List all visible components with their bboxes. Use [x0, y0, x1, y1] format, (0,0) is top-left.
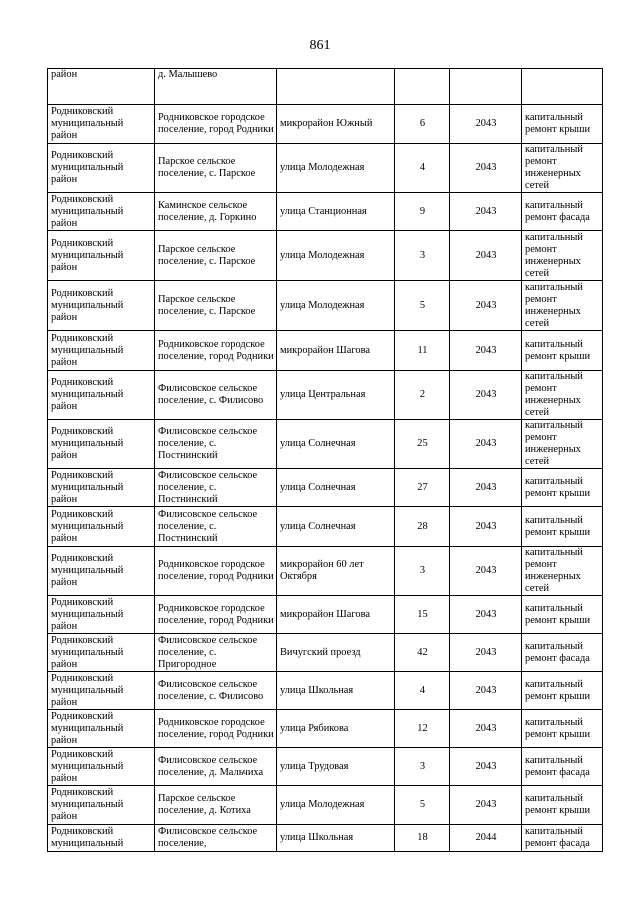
house-number-cell: 3: [395, 748, 450, 786]
settlement-cell: д. Малышево: [155, 69, 277, 105]
year-cell: 2043: [450, 596, 522, 634]
street-cell: улица Школьная: [277, 825, 395, 852]
house-number-cell: 4: [395, 144, 450, 193]
settlement-cell: Парское сельское поселение, с. Парское: [155, 144, 277, 193]
table-row: [48, 507, 603, 547]
house-number-cell: 18: [395, 825, 450, 852]
district-cell: Родниковский муниципальный район: [48, 507, 155, 547]
table-row: [48, 825, 603, 852]
table-row: [48, 193, 603, 231]
table-row: [48, 547, 603, 596]
district-cell: Родниковский муниципальный: [48, 825, 155, 852]
district-cell: район: [48, 69, 155, 105]
house-number-cell: 42: [395, 634, 450, 672]
work-type-cell: капитальный ремонт крыши: [522, 672, 603, 710]
year-cell: 2043: [450, 710, 522, 748]
work-type-cell: капитальный ремонт крыши: [522, 331, 603, 371]
settlement-cell: Филисовское сельское поселение, с. Постнинский: [155, 507, 277, 547]
work-type-cell: капитальный ремонт крыши: [522, 596, 603, 634]
street-cell: микрорайон 60 лет Октября: [277, 547, 395, 596]
work-type-cell: капитальный ремонт инженерных сетей: [522, 281, 603, 331]
housing-repair-table: [47, 68, 603, 852]
house-number-cell: 3: [395, 231, 450, 281]
year-cell: 2043: [450, 420, 522, 469]
work-type-cell: капитальный ремонт крыши: [522, 786, 603, 825]
street-cell: улица Молодежная: [277, 144, 395, 193]
settlement-cell: Филисовское сельское поселение, с. Постнинский: [155, 420, 277, 469]
year-cell: 2043: [450, 547, 522, 596]
work-type-cell: капитальный ремонт фасада: [522, 748, 603, 786]
house-number-cell: 11: [395, 331, 450, 371]
table-row: [48, 105, 603, 144]
year-cell: 2043: [450, 193, 522, 231]
table-row: [48, 144, 603, 193]
street-cell: улица Солнечная: [277, 420, 395, 469]
street-cell: микрорайон Южный: [277, 105, 395, 144]
settlement-cell: Филисовское сельское поселение,: [155, 825, 277, 852]
district-cell: Родниковский муниципальный район: [48, 420, 155, 469]
work-type-cell: капитальный ремонт инженерных сетей: [522, 371, 603, 420]
table-body: [48, 69, 603, 852]
year-cell: 2043: [450, 748, 522, 786]
page-number: 861: [309, 38, 331, 53]
street-cell: микрорайон Шагова: [277, 331, 395, 371]
street-cell: Вичугский проезд: [277, 634, 395, 672]
table-row: [48, 281, 603, 331]
work-type-cell: капитальный ремонт инженерных сетей: [522, 420, 603, 469]
house-number-cell: 5: [395, 786, 450, 825]
house-number-cell: 9: [395, 193, 450, 231]
district-cell: Родниковский муниципальный район: [48, 596, 155, 634]
house-number-cell: 3: [395, 547, 450, 596]
settlement-cell: Парское сельское поселение, с. Парское: [155, 281, 277, 331]
district-cell: Родниковский муниципальный район: [48, 469, 155, 507]
year-cell: 2043: [450, 469, 522, 507]
street-cell: улица Солнечная: [277, 469, 395, 507]
street-cell: микрорайон Шагова: [277, 596, 395, 634]
district-cell: Родниковский муниципальный район: [48, 371, 155, 420]
settlement-cell: Парское сельское поселение, д. Котиха: [155, 786, 277, 825]
year-cell: 2043: [450, 634, 522, 672]
year-cell: 2043: [450, 786, 522, 825]
table-row: [48, 634, 603, 672]
street-cell: улица Рябикова: [277, 710, 395, 748]
street-cell: улица Станционная: [277, 193, 395, 231]
table-row: [48, 69, 603, 105]
settlement-cell: Филисовское сельское поселение, с. Филисово: [155, 672, 277, 710]
house-number-cell: 2: [395, 371, 450, 420]
house-number-cell: 6: [395, 105, 450, 144]
district-cell: Родниковский муниципальный район: [48, 672, 155, 710]
settlement-cell: Родниковское городское поселение, город Родники: [155, 331, 277, 371]
street-cell: [277, 69, 395, 105]
year-cell: 2044: [450, 825, 522, 852]
district-cell: Родниковский муниципальный район: [48, 231, 155, 281]
year-cell: 2043: [450, 281, 522, 331]
district-cell: Родниковский муниципальный район: [48, 193, 155, 231]
street-cell: улица Солнечная: [277, 507, 395, 547]
settlement-cell: Филисовское сельское поселение, с. Пригородное: [155, 634, 277, 672]
house-number-cell: 28: [395, 507, 450, 547]
work-type-cell: капитальный ремонт инженерных сетей: [522, 231, 603, 281]
work-type-cell: капитальный ремонт крыши: [522, 105, 603, 144]
settlement-cell: Родниковское городское поселение, город Родники: [155, 710, 277, 748]
settlement-cell: Родниковское городское поселение, город Родники: [155, 547, 277, 596]
table-row: [48, 710, 603, 748]
table-row: [48, 331, 603, 371]
house-number-cell: 12: [395, 710, 450, 748]
year-cell: 2043: [450, 331, 522, 371]
settlement-cell: Филисовское сельское поселение, с. Филисово: [155, 371, 277, 420]
work-type-cell: капитальный ремонт фасада: [522, 634, 603, 672]
settlement-cell: Филисовское сельское поселение, с. Постнинский: [155, 469, 277, 507]
district-cell: Родниковский муниципальный район: [48, 710, 155, 748]
district-cell: Родниковский муниципальный район: [48, 748, 155, 786]
street-cell: улица Молодежная: [277, 231, 395, 281]
house-number-cell: 4: [395, 672, 450, 710]
district-cell: Родниковский муниципальный район: [48, 105, 155, 144]
street-cell: улица Молодежная: [277, 786, 395, 825]
house-number-cell: 15: [395, 596, 450, 634]
street-cell: улица Школьная: [277, 672, 395, 710]
house-number-cell: 25: [395, 420, 450, 469]
settlement-cell: Парское сельское поселение, с. Парское: [155, 231, 277, 281]
table-row: [48, 420, 603, 469]
settlement-cell: Филисовское сельское поселение, д. Мальчиха: [155, 748, 277, 786]
house-number-cell: [395, 69, 450, 105]
work-type-cell: капитальный ремонт крыши: [522, 507, 603, 547]
work-type-cell: капитальный ремонт крыши: [522, 710, 603, 748]
year-cell: 2043: [450, 105, 522, 144]
district-cell: Родниковский муниципальный район: [48, 331, 155, 371]
house-number-cell: 5: [395, 281, 450, 331]
table-row: [48, 231, 603, 281]
table-row: [48, 672, 603, 710]
year-cell: 2043: [450, 672, 522, 710]
year-cell: 2043: [450, 144, 522, 193]
street-cell: улица Центральная: [277, 371, 395, 420]
work-type-cell: капитальный ремонт крыши: [522, 469, 603, 507]
table-row: [48, 748, 603, 786]
house-number-cell: 27: [395, 469, 450, 507]
table-row: [48, 469, 603, 507]
work-type-cell: капитальный ремонт инженерных сетей: [522, 547, 603, 596]
district-cell: Родниковский муниципальный район: [48, 634, 155, 672]
year-cell: 2043: [450, 231, 522, 281]
table-row: [48, 371, 603, 420]
street-cell: улица Молодежная: [277, 281, 395, 331]
year-cell: 2043: [450, 507, 522, 547]
work-type-cell: капитальный ремонт фасада: [522, 193, 603, 231]
year-cell: [450, 69, 522, 105]
table-row: [48, 596, 603, 634]
district-cell: Родниковский муниципальный район: [48, 281, 155, 331]
district-cell: Родниковский муниципальный район: [48, 547, 155, 596]
work-type-cell: капитальный ремонт инженерных сетей: [522, 144, 603, 193]
settlement-cell: Каминское сельское поселение, д. Горкино: [155, 193, 277, 231]
year-cell: 2043: [450, 371, 522, 420]
settlement-cell: Родниковское городское поселение, город Родники: [155, 596, 277, 634]
district-cell: Родниковский муниципальный район: [48, 786, 155, 825]
settlement-cell: Родниковское городское поселение, город Родники: [155, 105, 277, 144]
district-cell: Родниковский муниципальный район: [48, 144, 155, 193]
table-row: [48, 786, 603, 825]
street-cell: улица Трудовая: [277, 748, 395, 786]
work-type-cell: [522, 69, 603, 105]
work-type-cell: капитальный ремонт фасада: [522, 825, 603, 852]
